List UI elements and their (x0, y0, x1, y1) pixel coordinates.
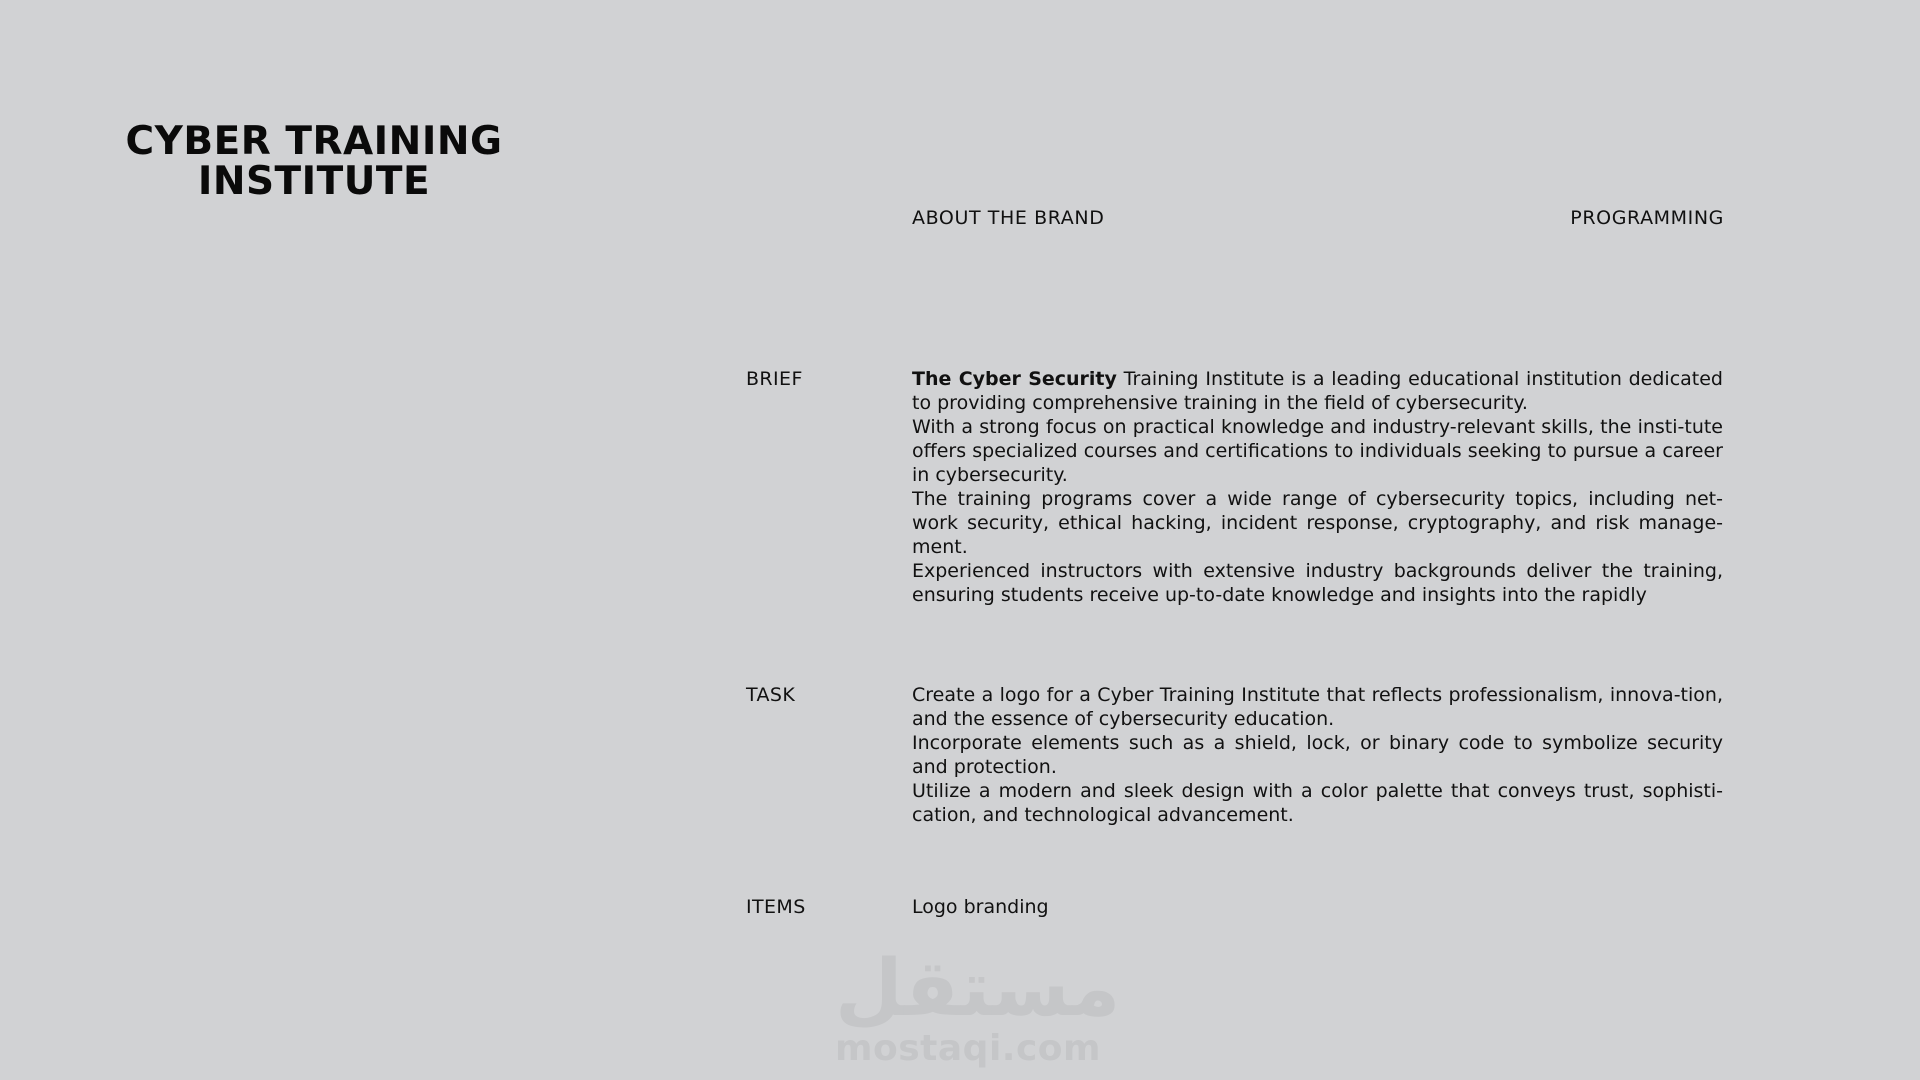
task-label: TASK (746, 684, 796, 706)
task-paragraph: Incorporate elements such as a shield, lock, or binary code to symbolize security and protection. (912, 732, 1723, 778)
items-value: Logo branding (912, 896, 1049, 918)
brief-paragraph-1-text: Training Institute is a leading educational institution dedicated to providing comprehensive training in the field of cybersecurity. (912, 368, 1723, 414)
title-line-1: CYBER TRAINING (125, 119, 503, 164)
brief-label: BRIEF (746, 368, 803, 390)
category-label: PROGRAMMING (1570, 207, 1724, 229)
brief-paragraph: With a strong focus on practical knowledge and industry-relevant skills, the insti-tute offers specialized courses and certifications to individuals seeking to pursue a career in cybersecurity. (912, 416, 1723, 486)
brief-paragraph: The training programs cover a wide range of cybersecurity topics, including net-work security, ethical hacking, incident response, cryptography, and risk manage-ment. (912, 488, 1723, 558)
brief-text (912, 367, 1723, 608)
about-the-brand-heading: ABOUT THE BRAND (912, 207, 1105, 229)
title-line-2: INSTITUTE (197, 159, 431, 204)
brief-lead: The Cyber Security (912, 368, 1117, 390)
task-paragraph: Create a logo for a Cyber Training Institute that reflects professionalism, innova-tion, and the essence of cybersecurity education. (912, 684, 1723, 730)
page-title (114, 119, 514, 204)
watermark-logo (835, 944, 1121, 1069)
brief-paragraph: Experienced instructors with extensive industry backgrounds deliver the training, ensuring students receive up-to-date knowledge and insights into the rapidly (912, 560, 1723, 606)
watermark-latin-text: mostaqi.com (835, 1028, 1102, 1069)
brief-paragraph (912, 367, 1723, 415)
watermark-arabic-text: مستقل (835, 944, 1121, 1034)
task-text (912, 683, 1723, 827)
items-label: ITEMS (746, 896, 806, 918)
task-paragraph: Utilize a modern and sleek design with a color palette that conveys trust, sophisti-cation, and technological advancement. (912, 780, 1723, 826)
